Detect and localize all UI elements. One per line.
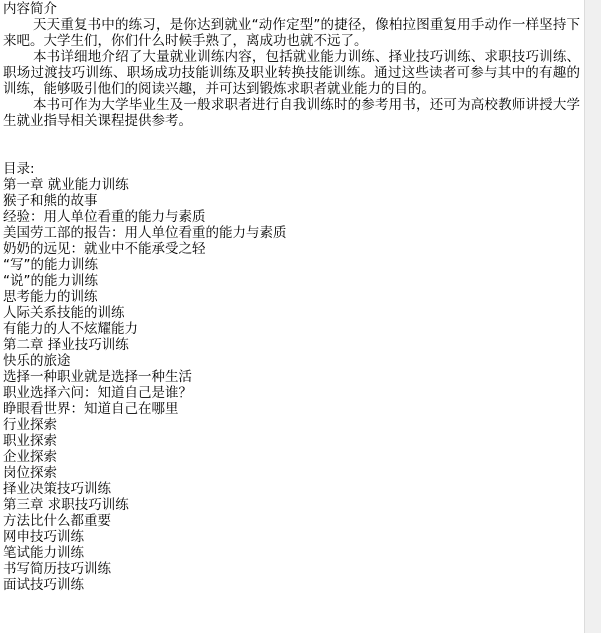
toc-item: 第一章 就业能力训练 <box>3 177 129 193</box>
toc-item: 奶奶的远见：就业中不能承受之轻 <box>3 241 206 257</box>
toc-item: 有能力的人不炫耀能力 <box>3 321 138 337</box>
toc-item: 美国劳工部的报告：用人单位看重的能力与素质 <box>3 225 287 241</box>
toc-item: 面试技巧训练 <box>3 577 84 593</box>
toc-item: 人际关系技能的训练 <box>3 305 125 321</box>
content-heading: 内容简介 <box>3 1 57 17</box>
toc-item: 书写简历技巧训练 <box>3 561 111 577</box>
toc-list <box>3 177 580 593</box>
intro-paragraph-1: 天天重复书中的练习，是你达到就业“动作定型”的捷径，像柏拉图重复用手动作一样坚持下来吧。大学生们，你们什么时候手熟了，离成功也就不远了。 <box>3 17 580 49</box>
toc-item: “说”的能力训练 <box>3 273 98 289</box>
intro-paragraph-3: 本书可作为大学毕业生及一般求职者进行自我训练时的参考用书，还可为高校教师讲授大学生就业指导相关课程提供参考。 <box>3 97 580 129</box>
toc-item: 行业探索 <box>3 417 57 433</box>
toc-item: 职业探索 <box>3 433 57 449</box>
toc-item: 猴子和熊的故事 <box>3 193 98 209</box>
toc-item: 择业决策技巧训练 <box>3 481 111 497</box>
intro-paragraph-2: 本书详细地介绍了大量就业训练内容，包括就业能力训练、择业技巧训练、求职技巧训练、职场过渡技巧训练、职场成功技能训练及职业转换技能训练。通过这些读者可参与其中的有趣的训练，能够吸引他们的阅读兴趣，并可达到锻炼求职者就业能力的目的。 <box>3 49 580 97</box>
toc-item: 快乐的旅途 <box>3 353 71 369</box>
toc-item: 睁眼看世界：知道自己在哪里 <box>3 401 179 417</box>
vertical-scrollbar[interactable] <box>584 0 601 633</box>
spacer <box>3 129 580 145</box>
toc-item: 第二章 择业技巧训练 <box>3 337 129 353</box>
spacer <box>3 145 580 161</box>
toc-title: 目录: <box>3 161 35 177</box>
toc-item: 笔试能力训练 <box>3 545 84 561</box>
toc-item: 选择一种职业就是选择一种生活 <box>3 369 192 385</box>
toc-item: 经验：用人单位看重的能力与素质 <box>3 209 206 225</box>
toc-item: 第三章 求职技巧训练 <box>3 497 129 513</box>
toc-item: 思考能力的训练 <box>3 289 98 305</box>
toc-item: 职业选择六问：知道自己是谁？ <box>3 385 192 401</box>
toc-item: 方法比什么都重要 <box>3 513 111 529</box>
toc-item: 岗位探索 <box>3 465 57 481</box>
toc-item: 企业探索 <box>3 449 57 465</box>
toc-item: 网申技巧训练 <box>3 529 84 545</box>
toc-item: “写”的能力训练 <box>3 257 98 273</box>
